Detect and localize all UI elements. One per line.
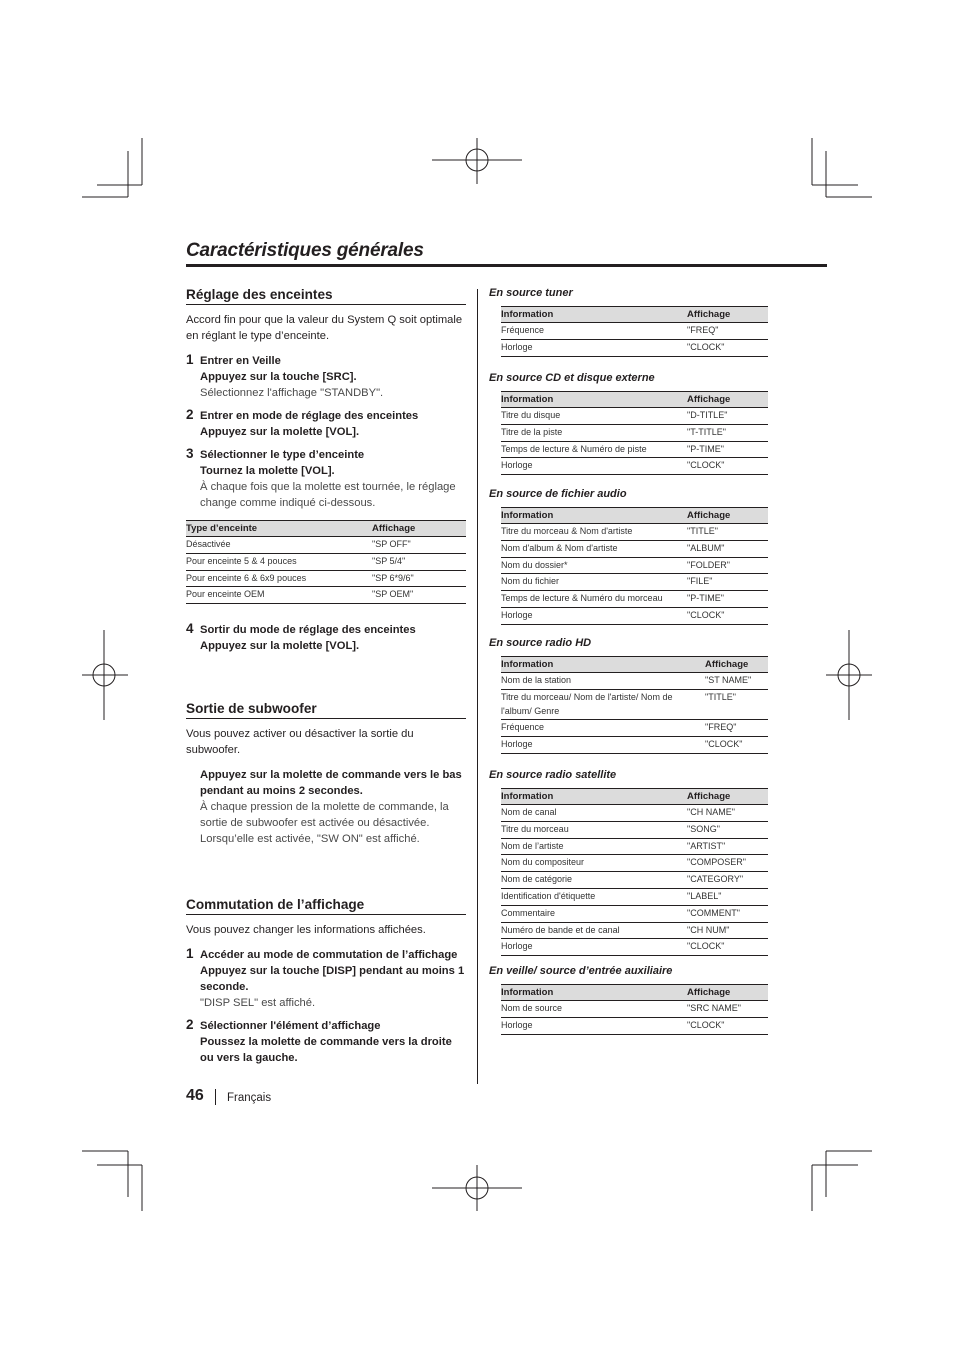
table-cell: "COMPOSER" <box>687 855 768 872</box>
display-step-1 <box>186 947 466 1011</box>
table-row <box>501 922 768 939</box>
table-cell: Commentaire <box>501 905 687 922</box>
column-header: Type d’enceinte <box>186 521 372 537</box>
source-table <box>501 507 768 625</box>
table-header-row <box>186 521 466 537</box>
table-cell: Titre du morceau <box>501 821 687 838</box>
table-row <box>501 424 768 441</box>
column-header: Affichage <box>372 521 466 537</box>
source-heading: En source tuner <box>489 287 573 299</box>
table-cell: Numéro de bande et de canal <box>501 922 687 939</box>
table-header-row <box>501 657 768 673</box>
column-header: Information <box>501 789 687 805</box>
source-table <box>501 984 768 1035</box>
table-cell: "CH NAME" <box>687 805 768 822</box>
table-cell: "CLOCK" <box>687 607 768 624</box>
speaker-step-4 <box>186 622 466 654</box>
step-action: Appuyez sur la molette de commande vers le bas pendant au moins 2 secondes. <box>200 769 462 797</box>
step-action: Appuyez sur la molette [VOL]. <box>200 640 360 653</box>
table-cell: Titre du disque <box>501 408 687 425</box>
source-standby-aux <box>489 965 768 1035</box>
subwoofer-heading: Sortie de subwoofer <box>186 701 466 719</box>
table-cell: Horloge <box>501 737 705 754</box>
table-cell: Pour enceinte 6 & 6x9 pouces <box>186 570 372 587</box>
subwoofer-step <box>186 767 466 847</box>
table-row <box>501 905 768 922</box>
table-cell: "SP OFF" <box>372 537 466 554</box>
table-cell: Désactivée <box>186 537 372 554</box>
table-cell: Titre de la piste <box>501 424 687 441</box>
table-cell: "P-TIME" <box>687 591 768 608</box>
step-note: "DISP SEL" est affiché. <box>200 997 316 1009</box>
source-audio-file <box>489 488 768 625</box>
table-row <box>501 441 768 458</box>
table-row <box>501 838 768 855</box>
source-hd-radio <box>489 637 768 754</box>
table-row <box>501 939 768 956</box>
step-action: Appuyez sur la touche [DISP] pendant au moins 1 seconde. <box>200 965 465 993</box>
subwoofer-section <box>186 701 466 854</box>
table-cell: Fréquence <box>501 720 705 737</box>
table-cell: "SONG" <box>687 821 768 838</box>
table-cell: "TITLE" <box>687 524 768 541</box>
table-cell: "FREQ" <box>705 720 768 737</box>
speaker-step-3 <box>186 447 466 511</box>
table-header-row <box>501 307 768 323</box>
column-header: Affichage <box>687 508 768 524</box>
table-cell: Identification d'étiquette <box>501 888 687 905</box>
display-switch-section <box>186 897 466 1073</box>
table-cell: "CH NUM" <box>687 922 768 939</box>
page-number: 46 <box>186 1087 204 1104</box>
source-table <box>501 391 768 475</box>
step-number: 3 <box>186 446 194 461</box>
table-cell: "TITLE" <box>705 689 768 720</box>
speaker-step-2 <box>186 408 466 440</box>
table-header-row <box>501 985 768 1001</box>
source-satellite-radio <box>489 769 768 956</box>
table-cell: "CLOCK" <box>687 1017 768 1034</box>
table-row <box>501 888 768 905</box>
table-row <box>501 524 768 541</box>
table-cell: Pour enceinte 5 & 4 pouces <box>186 553 372 570</box>
column-header: Information <box>501 307 687 323</box>
table-cell: Nom de source <box>501 1001 687 1018</box>
table-row <box>501 408 768 425</box>
table-cell: Horloge <box>501 458 687 475</box>
table-cell: "FREQ" <box>687 323 768 340</box>
table-cell: Temps de lecture & Numéro de piste <box>501 441 687 458</box>
column-header: Affichage <box>687 985 768 1001</box>
source-cd <box>489 372 768 475</box>
display-switch-intro: Vous pouvez changer les informations affichées. <box>186 924 426 936</box>
table-row <box>501 720 768 737</box>
table-cell: "COMMENT" <box>687 905 768 922</box>
step-number: 4 <box>186 621 194 637</box>
step-title: Entrer en Veille <box>200 355 281 367</box>
table-cell: Fréquence <box>501 323 687 340</box>
table-cell: "LABEL" <box>687 888 768 905</box>
table-cell: Nom de la station <box>501 673 705 690</box>
column-divider <box>477 289 478 1084</box>
table-row <box>501 689 768 720</box>
step-note: Sélectionnez l'affichage "STANDBY". <box>200 387 384 399</box>
table-cell: "CLOCK" <box>687 339 768 356</box>
table-row <box>501 821 768 838</box>
table-cell: Titre du morceau/ Nom de l'artiste/ Nom de l'album/ Genre <box>501 689 705 720</box>
table-row <box>501 855 768 872</box>
table-row <box>501 557 768 574</box>
table-row <box>501 1017 768 1034</box>
table-cell: "FILE" <box>687 574 768 591</box>
table-row <box>501 591 768 608</box>
table-cell: "CLOCK" <box>705 737 768 754</box>
table-cell: Horloge <box>501 1017 687 1034</box>
table-row <box>501 737 768 754</box>
step-number: 2 <box>186 1017 194 1032</box>
table-cell: "ST NAME" <box>705 673 768 690</box>
subwoofer-intro: Vous pouvez activer ou désactiver la sortie du subwoofer. <box>186 728 414 756</box>
table-cell: "SP 5/4" <box>372 553 466 570</box>
step-number: 1 <box>186 946 194 961</box>
speaker-type-table <box>186 520 466 604</box>
step-action: Appuyez sur la touche [SRC]. <box>200 371 357 383</box>
step-number: 2 <box>186 407 194 422</box>
title-rule <box>186 264 827 267</box>
column-header: Information <box>501 508 687 524</box>
source-heading: En source de fichier audio <box>489 488 627 500</box>
column-header: Affichage <box>687 789 768 805</box>
table-row <box>501 574 768 591</box>
table-header-row <box>501 392 768 408</box>
table-cell: "CLOCK" <box>687 458 768 475</box>
table-header-row <box>501 789 768 805</box>
source-table <box>501 788 768 956</box>
table-cell: Nom du dossier* <box>501 557 687 574</box>
speaker-section <box>186 287 466 661</box>
column-header: Affichage <box>705 657 768 673</box>
step-title: Sélectionner l'élément d’affichage <box>200 1020 381 1032</box>
table-row <box>186 587 466 604</box>
table-cell: Horloge <box>501 939 687 956</box>
table-cell: "CATEGORY" <box>687 872 768 889</box>
table-row <box>501 1001 768 1018</box>
speaker-intro: Accord fin pour que la valeur du System Q soit optimale en réglant le type d’enceinte. <box>186 314 463 342</box>
source-heading: En veille/ source d’entrée auxiliaire <box>489 965 673 977</box>
step-note: À chaque fois que la molette est tournée, le réglage change comme indiqué ci-dessous. <box>200 481 456 509</box>
footer-separator <box>215 1089 216 1105</box>
table-row <box>501 673 768 690</box>
table-row <box>186 553 466 570</box>
table-row <box>501 339 768 356</box>
step-note: À chaque pression de la molette de commande, la sortie de subwoofer est activée ou désactivée. Lorsqu’elle est activée, "SW ON" est affiché. <box>200 801 449 845</box>
table-cell: Temps de lecture & Numéro du morceau <box>501 591 687 608</box>
source-table <box>501 306 768 357</box>
table-row <box>501 805 768 822</box>
table-cell: Nom de l’artiste <box>501 838 687 855</box>
display-step-2 <box>186 1018 466 1066</box>
table-cell: "D-TITLE" <box>687 408 768 425</box>
step-action: Appuyez sur la molette [VOL]. <box>200 426 360 438</box>
table-cell: Nom de catégorie <box>501 872 687 889</box>
table-row <box>501 872 768 889</box>
step-number: 1 <box>186 352 194 367</box>
display-switch-heading: Commutation de l’affichage <box>186 897 466 915</box>
table-row <box>501 458 768 475</box>
table-cell: Nom du fichier <box>501 574 687 591</box>
column-header: Affichage <box>687 307 768 323</box>
table-cell: Titre du morceau & Nom d'artiste <box>501 524 687 541</box>
step-title: Sélectionner le type d’enceinte <box>200 449 365 461</box>
table-row <box>186 537 466 554</box>
table-row <box>501 323 768 340</box>
step-title: Entrer en mode de réglage des enceintes <box>200 410 419 422</box>
table-cell: "FOLDER" <box>687 557 768 574</box>
speaker-heading: Réglage des enceintes <box>186 287 466 305</box>
table-cell: Pour enceinte OEM <box>186 587 372 604</box>
table-cell: "ALBUM" <box>687 540 768 557</box>
table-cell: Horloge <box>501 607 687 624</box>
footer-language: Français <box>227 1092 272 1104</box>
source-heading: En source radio HD <box>489 637 592 649</box>
table-row <box>186 570 466 587</box>
table-cell: "SRC NAME" <box>687 1001 768 1018</box>
page-title: Caractéristiques générales <box>186 240 424 261</box>
source-heading: En source CD et disque externe <box>489 372 655 384</box>
table-cell: Nom de canal <box>501 805 687 822</box>
table-row <box>501 540 768 557</box>
table-cell: "SP OEM" <box>372 587 466 604</box>
source-heading: En source radio satellite <box>489 769 617 781</box>
table-cell: Nom d'album & Nom d'artiste <box>501 540 687 557</box>
step-title: Accéder au mode de commutation de l’affichage <box>200 949 458 961</box>
table-cell: "T-TITLE" <box>687 424 768 441</box>
table-cell: "ARTIST" <box>687 838 768 855</box>
table-cell: Nom du compositeur <box>501 855 687 872</box>
source-tuner <box>489 287 768 357</box>
source-table <box>501 656 768 754</box>
column-header: Information <box>501 657 705 673</box>
step-action: Tournez la molette [VOL]. <box>200 465 335 477</box>
table-row <box>501 607 768 624</box>
step-title: Sortir du mode de réglage des enceintes <box>200 624 416 637</box>
step-action: Poussez la molette de commande vers la droite ou vers la gauche. <box>200 1036 452 1064</box>
table-cell: "SP 6*9/6" <box>372 570 466 587</box>
speaker-step-1 <box>186 353 466 401</box>
column-header: Affichage <box>687 392 768 408</box>
table-header-row <box>501 508 768 524</box>
table-cell: "CLOCK" <box>687 939 768 956</box>
column-header: Information <box>501 392 687 408</box>
table-cell: "P-TIME" <box>687 441 768 458</box>
table-cell: Horloge <box>501 339 687 356</box>
column-header: Information <box>501 985 687 1001</box>
